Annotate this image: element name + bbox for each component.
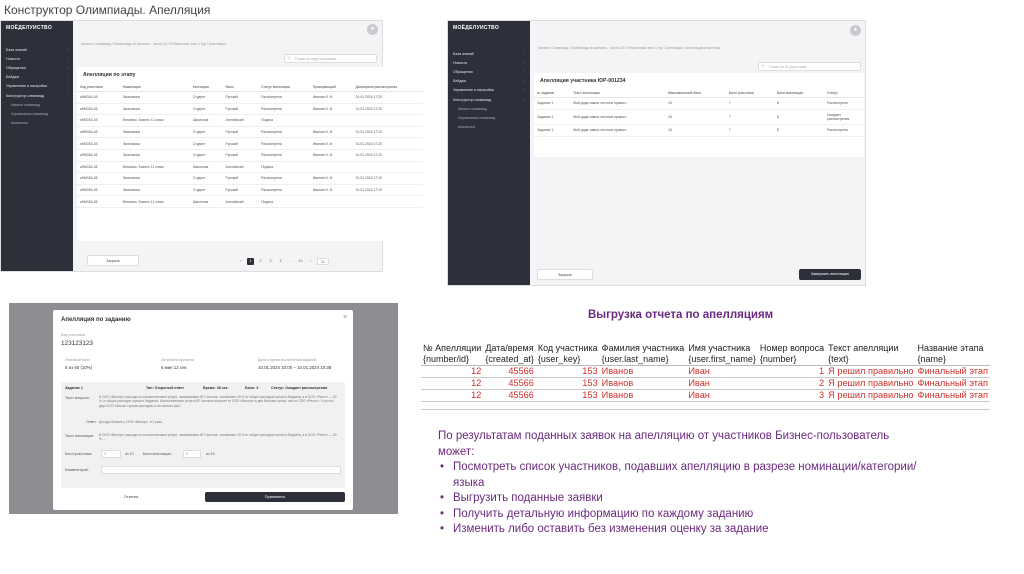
chevron-right-icon: › <box>66 56 68 61</box>
export-title: Выгрузка отчета по апелляциям <box>588 309 774 321</box>
screenshot-participant-appeal <box>447 20 866 286</box>
finish-appeal-button[interactable]: Завершить апелляцию <box>799 269 861 280</box>
header-label: Код участника <box>537 343 598 353</box>
table-cell: Мой дядя самых честных правил... <box>570 109 665 125</box>
export-cell: Финальный этап <box>917 390 989 400</box>
chevron-right-icon: › <box>523 97 525 102</box>
export-column-header <box>421 343 483 366</box>
header-field: {user_key} <box>537 354 581 364</box>
table-row[interactable] <box>77 161 423 173</box>
export-row <box>421 366 990 378</box>
column-header[interactable]: Код участника <box>77 83 120 92</box>
export-cell: 2 <box>758 378 826 390</box>
table-cell: Школьник <box>190 161 223 173</box>
table-cell: Рассмотрена <box>258 92 310 104</box>
close-icon[interactable]: × <box>342 314 347 321</box>
participant-score-label: Балл участника: <box>65 452 93 456</box>
header-label: Номер вопроса <box>759 343 825 353</box>
table-cell: a9M03A-45 <box>77 149 120 161</box>
status-badge: Рассмотрена <box>824 98 864 110</box>
close-button[interactable]: Закрыть <box>87 255 139 266</box>
table-cell: Экономика <box>120 103 190 115</box>
sidebar-item[interactable] <box>448 104 530 113</box>
table-cell: Студент <box>190 92 223 104</box>
task-status: Статус: Ожидает рассмотрения <box>271 386 328 390</box>
table-cell: a9M03A-45 <box>77 161 120 173</box>
sidebar-item-label: Аналитика <box>11 121 28 126</box>
table-cell: Английский <box>223 115 259 127</box>
page-button[interactable]: 1 <box>247 258 254 265</box>
table-row[interactable] <box>77 115 423 127</box>
export-cell: Иван <box>686 390 758 402</box>
cancel-button[interactable]: Отмена <box>61 492 201 502</box>
header-label: Фамилия участника <box>601 343 685 353</box>
appeal-text-label: Текст апелляции: <box>65 434 95 438</box>
export-column-header <box>826 343 915 366</box>
sidebar-item[interactable] <box>448 58 530 67</box>
chevron-right-icon: › <box>523 51 525 56</box>
table-cell <box>310 196 353 208</box>
export-cell: 12 <box>421 366 483 378</box>
table-cell: Студент <box>190 184 223 196</box>
export-cell <box>536 402 600 410</box>
description-item: • Посмотреть список участников, подавших апелляцию в разрезе номинации/категории/языка <box>438 460 918 491</box>
table-cell: Финансы. Бизнес 11 класс <box>120 115 190 127</box>
export-cell <box>686 402 758 410</box>
sidebar-item[interactable] <box>448 77 530 86</box>
apply-button[interactable]: Применить <box>205 492 345 502</box>
slide-title: Конструктор Олимпиады. Апелляция <box>4 3 211 17</box>
export-cell: Иванов <box>600 366 687 378</box>
stat-score: 5 из 60 (10%) <box>65 365 93 370</box>
table-cell: Иванов И. И. <box>310 173 353 185</box>
stat-dates: 10.01.2024 10:00 – 10.01.2024 10:38 <box>258 365 332 370</box>
table-cell: 7 <box>726 98 774 110</box>
participant-score-max: из 10 <box>125 452 134 456</box>
table-cell: Рассмотрена <box>258 103 310 115</box>
sidebar-item-label: Справочники олимпиад <box>458 115 496 120</box>
table-cell: Рассмотрена <box>258 184 310 196</box>
question-label: Текст вопроса: <box>65 396 90 400</box>
table-cell: Экономика <box>120 184 190 196</box>
export-cell: Иванов <box>600 390 687 402</box>
card-title: Апелляция участника ЮР-001234 <box>540 78 626 84</box>
column-header[interactable]: Дата/время рассмотрения <box>353 83 423 92</box>
table-cell: Экономика <box>120 173 190 185</box>
sidebar-item[interactable] <box>1 73 73 82</box>
stat-time: 6 мин 12 сек <box>161 365 187 370</box>
description <box>438 429 918 538</box>
sidebar-item[interactable] <box>448 86 530 95</box>
export-column-header <box>536 343 600 366</box>
header-field: {text} <box>828 354 849 364</box>
sidebar-item-label: База знаний <box>6 47 27 52</box>
table-cell: Русский <box>223 92 259 104</box>
table-cell: Рассмотрена <box>258 138 310 150</box>
table-cell: a9M03A-45 <box>77 115 120 127</box>
sidebar-item[interactable] <box>1 119 73 128</box>
table-cell: Иванов И. И. <box>310 184 353 196</box>
question-text: В ООО «Вектор» расходы на консалтинговые услуги, оказываемые ИП Чистков, составляют 15 % от общих расходов горского бюджета, а в ООО «Ресто» — 30 % от общих расходов горского бюджета. Консалтинговые услуги ИП Чистков получает от ООО «Вектор» в два больших срока, чем от ООО «Ресто». У кого из двух ООО больше горских расходов, и во сколько раз? <box>99 395 337 408</box>
table-row[interactable] <box>77 92 423 104</box>
table-cell: Экономика <box>120 126 190 138</box>
page-button[interactable]: › <box>309 259 312 263</box>
table-cell: Подана <box>258 161 310 173</box>
search-input[interactable]: ⌕ Поиск по ID участника <box>758 62 861 71</box>
sidebar-item[interactable] <box>1 82 73 91</box>
sidebar <box>448 21 530 285</box>
table-cell: 15 <box>665 125 726 137</box>
column-header: Максимальный балл <box>665 89 726 98</box>
table-row[interactable] <box>77 149 423 161</box>
export-cell: Иван <box>686 378 758 390</box>
column-header[interactable]: Проверяющий <box>310 83 353 92</box>
table-cell: a9M03A-45 <box>77 92 120 104</box>
table-cell: Русский <box>223 149 259 161</box>
table-cell: Задание 1 <box>534 98 570 110</box>
export-cell: 1 <box>758 366 826 378</box>
table-cell: Иванов И. И. <box>310 138 353 150</box>
status-badge: Рассмотрена <box>824 125 864 137</box>
task-time: Время: 38 сек. <box>203 386 229 390</box>
header-field: {created_at} <box>485 354 534 364</box>
table-cell: 7 <box>726 125 774 137</box>
table-cell: Экономика <box>120 149 190 161</box>
header-label: № Апелляции <box>423 343 482 353</box>
sidebar-item[interactable] <box>448 49 530 58</box>
table-cell: Рассмотрена <box>258 149 310 161</box>
export-column-header <box>483 343 536 366</box>
table-cell: Финансы. Бизнес 11 класс <box>120 161 190 173</box>
stat-score-label: Итоговый балл <box>65 358 91 362</box>
table-row[interactable] <box>77 103 423 115</box>
table-cell: 15 <box>665 98 726 110</box>
export-row <box>421 378 990 390</box>
export-cell <box>483 402 536 410</box>
participant-score-field[interactable]: 3 <box>101 450 121 458</box>
export-cell: 153 <box>536 390 600 402</box>
header-field: {user.last_name} <box>601 354 669 364</box>
column-header[interactable]: Категория <box>190 83 223 92</box>
header-label: Название этапа <box>917 343 984 353</box>
chevron-right-icon: › <box>66 75 68 80</box>
sidebar-item-label: Новости <box>6 56 20 61</box>
table-cell: Иванов И. И. <box>310 92 353 104</box>
page-button[interactable]: 10 <box>298 259 303 263</box>
sidebar-item[interactable] <box>1 109 73 118</box>
export-cell <box>758 402 826 410</box>
table-cell: Рассмотрена <box>258 173 310 185</box>
column-header: Статус <box>824 89 864 98</box>
table-cell: Иванов И. И. <box>310 126 353 138</box>
chevron-right-icon: › <box>66 47 68 52</box>
export-cell <box>826 402 915 410</box>
search-input[interactable]: ⌕ Поиск по коду участника <box>284 54 377 63</box>
table-cell <box>353 196 423 208</box>
task-panel <box>61 382 345 488</box>
table-cell: Русский <box>223 103 259 115</box>
table-cell: 01.01.2024 17:20 <box>353 92 423 104</box>
appeal-score-field[interactable]: 5 <box>183 450 201 458</box>
export-column-header <box>758 343 826 366</box>
comment-label: Комментарий: <box>65 468 89 472</box>
chevron-right-icon: › <box>523 79 525 84</box>
table-cell: Экономика <box>120 138 190 150</box>
sidebar-item-label: Аналитика <box>458 125 475 130</box>
export-column-header <box>916 343 991 366</box>
sidebar-item[interactable] <box>1 45 73 54</box>
table-cell: Студент <box>190 126 223 138</box>
participant-code: 123123123 <box>61 340 93 347</box>
table-cell: Студент <box>190 103 223 115</box>
screenshot-appeals-list <box>0 20 398 272</box>
export-cell: Финальный этап <box>917 366 989 376</box>
table-cell: a9M03A-45 <box>77 126 120 138</box>
description-intro: По результатам поданных заявок на апелляцию от участников Бизнес-пользователь может: <box>438 430 890 458</box>
column-header: Балл участника <box>726 89 774 98</box>
sidebar-item-label: Управление и настройки <box>6 84 47 89</box>
table-cell: a9M03A-45 <box>77 184 120 196</box>
avatar[interactable]: ● <box>367 24 378 35</box>
export-cell: 45566 <box>483 390 536 402</box>
table-cell: Русский <box>223 184 259 196</box>
table-cell: Финансы. Бизнес 11 класс <box>120 196 190 208</box>
export-cell: Финальный этап <box>917 378 989 388</box>
task-score: Балл: 3 <box>245 386 259 390</box>
chevron-right-icon: › <box>66 65 68 70</box>
table-cell: Мой дядя самых честных правил... <box>570 125 665 137</box>
sidebar-item-label: Бейджи <box>453 79 466 84</box>
column-header: Балл апелляции <box>774 89 824 98</box>
page-button[interactable]: 2 <box>259 259 262 263</box>
sidebar-item-label: Обращения <box>6 65 26 70</box>
card-title: Апелляции по этапу <box>83 72 136 78</box>
description-item: • Изменить либо оставить без изменения оценку за задание <box>438 522 918 538</box>
appeal-score-label: Балл апелляции: <box>143 452 172 456</box>
header-field: {user.first_name} <box>688 354 756 364</box>
table-cell: Экономика <box>120 92 190 104</box>
export-cell: 12 <box>421 378 483 390</box>
table-row[interactable] <box>77 173 423 185</box>
table-row[interactable] <box>77 196 423 208</box>
export-table <box>421 343 990 410</box>
export-empty-row <box>421 402 990 410</box>
sidebar-item[interactable] <box>1 54 73 63</box>
description-item: • Получить детальную информацию по каждому заданию <box>438 507 918 523</box>
sidebar-nav <box>448 49 530 132</box>
task-head: Задание 1 <box>65 386 83 390</box>
table-cell: Подана <box>258 115 310 127</box>
breadcrumb: Каталог Олимпиад / Олимпиада по финанс... части 24 / Отборочный этап 1 тур / Апелляции / Апелляция участника <box>538 46 721 50</box>
table-cell: Подана <box>258 196 310 208</box>
page-button[interactable]: ‹ <box>239 259 242 263</box>
comment-field[interactable] <box>101 466 341 474</box>
sidebar-item[interactable] <box>448 95 530 104</box>
column-header[interactable]: Номинация <box>120 83 190 92</box>
participant-appeal-table <box>534 89 864 137</box>
sidebar-item[interactable] <box>1 100 73 109</box>
chevron-right-icon: › <box>523 60 525 65</box>
export-cell <box>916 402 991 410</box>
stat-dates-label: Дата и время выполнения заданий <box>258 358 317 362</box>
export-cell: Я решил правильно <box>828 378 914 388</box>
app-logo: МОЁДЕЛУИСТВО <box>453 25 500 31</box>
sidebar-item-label: Справочники олимпиад <box>11 111 49 116</box>
app-logo: МОЁДЕЛУИСТВО <box>6 25 53 31</box>
table-cell: 01.01.2024 17:20 <box>353 173 423 185</box>
export-cell: Я решил правильно <box>828 366 914 376</box>
answer-text: Доходы больше у ООО «Вектор», в 2 раза <box>99 420 162 424</box>
chevron-right-icon: › <box>66 84 68 89</box>
table-cell: a9M03A-45 <box>77 138 120 150</box>
table-cell: Задание 1 <box>534 109 570 125</box>
chevron-right-icon: › <box>66 93 68 98</box>
sidebar-item-label: База знаний <box>453 51 474 56</box>
header-label: Текст апелляции <box>828 343 899 353</box>
export-cell: 12 <box>421 390 483 402</box>
table-cell: 8 <box>774 98 824 110</box>
table-cell: 8 <box>774 109 824 125</box>
code-label: Код участника <box>61 333 85 337</box>
sidebar-item[interactable] <box>1 63 73 72</box>
sidebar <box>1 21 73 271</box>
status-badge: Ожидает рассмотрения <box>824 109 864 125</box>
header-label: Дата/время <box>485 343 534 353</box>
participant-appeal-card <box>534 73 864 157</box>
answer-label: Ответ: <box>86 420 97 424</box>
table-cell <box>310 161 353 173</box>
table-row[interactable] <box>534 98 864 110</box>
table-cell: Иванов И. И. <box>310 149 353 161</box>
description-list <box>438 460 918 538</box>
table-cell <box>353 115 423 127</box>
export-cell: 3 <box>758 390 826 402</box>
sidebar-item-label: Каталог олимпиад <box>11 102 40 107</box>
appeal-score-max: из 10 <box>206 452 215 456</box>
appeals-table <box>77 83 423 208</box>
table-cell: 01.01.2024 17:20 <box>353 126 423 138</box>
breadcrumb: Каталог Олимпиад / Олимпиада по финанс... части 24 / Отборочный этап 1 тур / Апелляции <box>81 42 227 46</box>
table-cell: a9M03A-45 <box>77 103 120 115</box>
table-cell: 01.01.2024 17:20 <box>353 103 423 115</box>
export-cell: 45566 <box>483 378 536 390</box>
export-cell <box>600 402 687 410</box>
sidebar-item-label: Бейджи <box>6 75 19 80</box>
table-row[interactable] <box>534 109 864 125</box>
chevron-right-icon: › <box>523 69 525 74</box>
sidebar-item-label: Обращения <box>453 69 473 74</box>
export-column-header <box>600 343 687 366</box>
sidebar-item-label: Новости <box>453 60 467 65</box>
table-cell: 7 <box>726 109 774 125</box>
page-button[interactable]: 3 <box>269 259 272 263</box>
table-cell <box>310 115 353 127</box>
table-cell: 8 <box>774 125 824 137</box>
table-cell: a9M03A-45 <box>77 196 120 208</box>
page-button[interactable]: … <box>288 259 293 263</box>
column-header[interactable]: Язык <box>223 83 259 92</box>
table-cell: Рассмотрена <box>258 126 310 138</box>
sidebar-item[interactable] <box>1 91 73 100</box>
header-field: {number/id} <box>423 354 470 364</box>
sidebar-nav <box>1 45 73 128</box>
column-header: Текст апелляции <box>570 89 665 98</box>
export-column-header <box>686 343 758 366</box>
appeals-card <box>77 67 423 241</box>
page-button[interactable]: 4 <box>279 259 282 263</box>
export-cell: Иван <box>686 366 758 378</box>
table-row[interactable] <box>77 138 423 150</box>
header-label: Имя участника <box>688 343 751 353</box>
sidebar-item[interactable] <box>448 123 530 132</box>
table-row[interactable] <box>77 126 423 138</box>
table-cell: a9M03A-45 <box>77 173 120 185</box>
description-item: • Выгрузить поданные заявки <box>438 491 918 507</box>
task-type: Тип: Открытый ответ <box>146 386 185 390</box>
stat-time-label: Затрачено времени <box>161 358 194 362</box>
table-cell: Студент <box>190 173 223 185</box>
page-size-select[interactable]: 11 <box>317 258 329 265</box>
table-cell: 01.01.2024 17:20 <box>353 138 423 150</box>
table-cell: Русский <box>223 173 259 185</box>
export-cell: Я решил правильно <box>828 390 914 400</box>
table-cell: Русский <box>223 138 259 150</box>
table-row[interactable] <box>77 184 423 196</box>
column-header: № задания <box>534 89 570 98</box>
table-cell <box>353 161 423 173</box>
header-field: {number} <box>759 354 797 364</box>
table-cell: 15 <box>665 109 726 125</box>
table-cell: Школьник <box>190 196 223 208</box>
table-cell: Английский <box>223 196 259 208</box>
table-cell: Студент <box>190 149 223 161</box>
export-cell: 45566 <box>483 366 536 378</box>
table-cell: Студент <box>190 138 223 150</box>
sidebar-item-label: Управление и настройки <box>453 88 494 93</box>
table-cell: Мой дядя самых честных правил... <box>570 98 665 110</box>
export-row <box>421 390 990 402</box>
export-cell: 153 <box>536 366 600 378</box>
table-cell: Иванов И. И. <box>310 103 353 115</box>
modal-title: Апелляция по заданию <box>61 317 131 323</box>
sidebar-item-label: Конструктор олимпиад <box>453 97 492 102</box>
close-button[interactable]: Закрыть <box>537 269 593 280</box>
avatar[interactable]: ● <box>850 25 861 36</box>
export-cell <box>421 402 483 410</box>
appeal-modal <box>53 310 353 510</box>
header-field: {name} <box>917 354 947 364</box>
appeal-text: В ООО «Вектор» расходы на консалтинговые услуги, оказываемые ИП Чистков, составляют 15 % от общих расходов горского бюджета, а в ООО «Ресто» — 30 % ... <box>99 433 337 442</box>
table-cell: 01.01.2024 17:20 <box>353 149 423 161</box>
sidebar-item[interactable] <box>448 113 530 122</box>
table-cell: Русский <box>223 126 259 138</box>
chevron-right-icon: › <box>523 88 525 93</box>
table-cell: Школьник <box>190 115 223 127</box>
export-cell: Иванов <box>600 378 687 390</box>
export-cell: 153 <box>536 378 600 390</box>
table-cell: Задание 1 <box>534 125 570 137</box>
pagination <box>237 258 329 265</box>
table-cell: 01.01.2024 17:20 <box>353 184 423 196</box>
table-cell: Английский <box>223 161 259 173</box>
sidebar-item-label: Каталог олимпиад <box>458 106 487 111</box>
column-header[interactable]: Статус апелляции <box>258 83 310 92</box>
sidebar-item[interactable] <box>448 67 530 76</box>
sidebar-item-label: Конструктор олимпиад <box>6 93 45 98</box>
table-row[interactable] <box>534 125 864 137</box>
